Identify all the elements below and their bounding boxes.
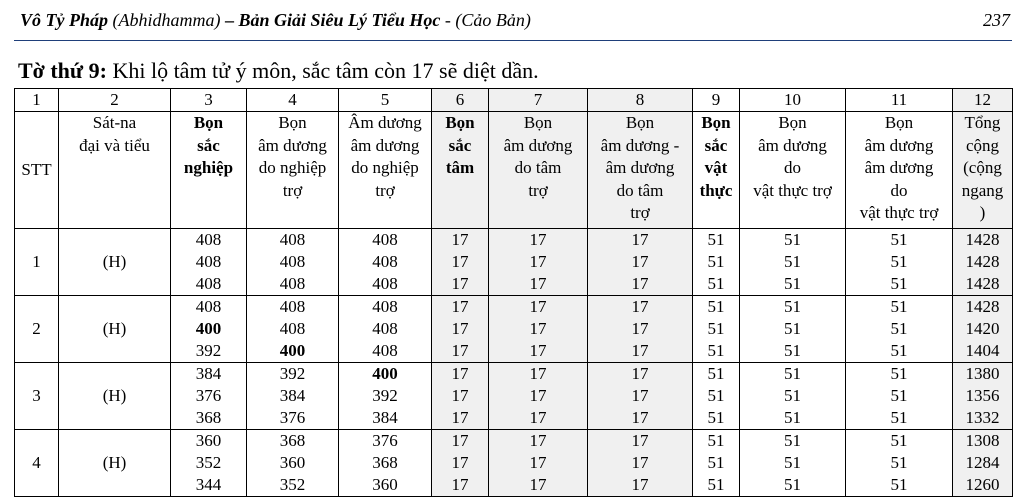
column-number: 4 [247,89,339,112]
value-cell: 408 [247,251,339,273]
stt-cell: 4 [15,430,59,497]
column-label: Bọn âm dương - âm dương do tâm trợ [588,112,693,229]
value-cell: 51 [846,251,953,273]
header-paren: (Abhidhamma) [112,10,221,30]
value-cell: 408 [247,229,339,252]
value-cell: 51 [740,229,846,252]
header-dash: – [224,10,234,30]
value-cell: 17 [432,430,489,453]
value-cell: 51 [846,273,953,296]
value-cell: 17 [432,363,489,386]
value-cell: 51 [693,229,740,252]
value-cell: 51 [693,251,740,273]
value-cell: 51 [693,273,740,296]
value-cell: 17 [588,273,693,296]
column-label: Âm dương âm dương do nghiệp trợ [339,112,432,229]
value-cell: 376 [339,430,432,453]
value-cell: 408 [171,273,247,296]
value-cell: 17 [432,251,489,273]
value-cell: 17 [432,474,489,497]
value-cell: 17 [489,340,588,363]
value-cell: 17 [432,385,489,407]
column-number: 8 [588,89,693,112]
column-label: Bọn âm dương do vật thực trợ [740,112,846,229]
column-number: 9 [693,89,740,112]
value-cell: 51 [693,385,740,407]
value-cell: 360 [247,452,339,474]
value-cell: 51 [846,318,953,340]
value-cell: 408 [339,251,432,273]
stt-cell: 1 [15,229,59,296]
value-cell: 51 [740,273,846,296]
sheet-title-text: Khi lộ tâm tử ý môn, sắc tâm còn 17 sẽ diệt dần. [106,58,539,83]
value-cell: 1260 [953,474,1013,497]
column-label: Bọn âm dương âm dương do vật thực trợ [846,112,953,229]
value-cell: 368 [171,407,247,430]
value-cell: 51 [740,296,846,319]
value-cell: 51 [740,474,846,497]
table-row [15,229,1013,252]
value-cell: 360 [339,474,432,497]
value-cell: 368 [247,430,339,453]
value-cell: 51 [740,318,846,340]
value-cell: 1428 [953,229,1013,252]
value-cell [171,318,247,340]
value-cell: 51 [846,452,953,474]
value-cell: 17 [588,407,693,430]
column-label: Bọn sắc nghiệp [171,112,247,229]
column-number: 6 [432,89,489,112]
value-cell: 17 [588,318,693,340]
column-number: 2 [59,89,171,112]
value-bold: 400 [279,341,306,360]
value-cell: 17 [588,385,693,407]
value-cell: 51 [846,363,953,386]
value-cell: 51 [740,430,846,453]
value-bold: 400 [195,319,222,338]
value-cell: 51 [846,385,953,407]
value-cell: 17 [489,273,588,296]
value-cell: 1428 [953,251,1013,273]
value-cell: 408 [339,296,432,319]
value-cell: 376 [171,385,247,407]
value-cell: 352 [171,452,247,474]
value-cell: 1428 [953,273,1013,296]
value-cell: 17 [489,452,588,474]
value-cell: 17 [432,318,489,340]
value-cell: 17 [588,452,693,474]
value-cell: 1428 [953,296,1013,319]
value-cell: 51 [693,296,740,319]
value-cell [339,363,432,386]
value-cell: 17 [588,430,693,453]
sheet-title-bold: Tờ thứ 9: [18,58,107,83]
value-cell: 368 [339,452,432,474]
value-cell: 408 [339,273,432,296]
running-header [20,10,1010,34]
value-cell: 17 [588,363,693,386]
value-cell: 1420 [953,318,1013,340]
value-cell: 392 [247,363,339,386]
value-cell: 51 [846,430,953,453]
value-cell: 408 [339,340,432,363]
header-book-title: Bản Giải Siêu Lý Tiểu Học [238,10,441,30]
value-cell: 384 [339,407,432,430]
sheet-title [18,58,539,84]
table-row [15,363,1013,386]
value-cell: 51 [693,474,740,497]
value-cell: 1356 [953,385,1013,407]
value-cell [247,340,339,363]
column-number: 3 [171,89,247,112]
sat-na-cell: (H) [59,363,171,430]
value-cell: 17 [588,251,693,273]
value-cell: 51 [846,340,953,363]
table-row [15,430,1013,453]
column-label-row [15,112,1013,229]
value-cell: 17 [489,251,588,273]
column-number: 11 [846,89,953,112]
value-cell: 51 [693,430,740,453]
value-cell: 51 [846,229,953,252]
table-row [15,296,1013,319]
value-cell: 17 [432,273,489,296]
header-rule [14,40,1012,41]
header-draft: - (Cảo Bản) [444,10,531,30]
value-cell: 408 [171,296,247,319]
column-label: Tổng cộng (cộng ngang ) [953,112,1013,229]
value-cell: 17 [432,229,489,252]
column-label: Bọn sắc tâm [432,112,489,229]
value-cell: 408 [171,229,247,252]
value-cell: 17 [588,340,693,363]
value-cell: 51 [693,318,740,340]
value-cell: 17 [489,407,588,430]
sat-na-cell: (H) [59,430,171,497]
stt-cell: 3 [15,363,59,430]
column-number: 10 [740,89,846,112]
value-cell: 17 [432,340,489,363]
value-cell: 384 [171,363,247,386]
value-cell: 17 [489,474,588,497]
value-cell: 392 [339,385,432,407]
value-cell: 1308 [953,430,1013,453]
value-cell: 51 [740,363,846,386]
value-cell: 1332 [953,407,1013,430]
column-label: Bọn âm dương do tâm trợ [489,112,588,229]
header-title [20,10,531,31]
column-label: STT [15,112,59,229]
value-cell: 51 [740,385,846,407]
column-number: 12 [953,89,1013,112]
column-number: 1 [15,89,59,112]
value-cell: 51 [693,452,740,474]
value-cell: 51 [740,452,846,474]
value-cell: 51 [846,296,953,319]
value-cell: 17 [588,296,693,319]
value-cell: 51 [846,474,953,497]
value-cell: 352 [247,474,339,497]
value-cell: 1284 [953,452,1013,474]
sat-na-cell: (H) [59,296,171,363]
value-cell: 51 [740,340,846,363]
value-cell: 51 [693,407,740,430]
value-cell: 51 [740,251,846,273]
data-table [14,88,1013,497]
value-cell: 376 [247,407,339,430]
value-cell: 408 [171,251,247,273]
column-label: Bọn âm dương do nghiệp trợ [247,112,339,229]
column-number: 7 [489,89,588,112]
value-cell: 408 [339,318,432,340]
value-cell: 51 [693,340,740,363]
value-cell: 17 [489,363,588,386]
value-cell: 1404 [953,340,1013,363]
value-cell: 17 [489,430,588,453]
column-number-row [15,89,1013,112]
value-cell: 408 [339,229,432,252]
value-cell: 408 [247,296,339,319]
value-cell: 17 [489,296,588,319]
value-cell: 51 [846,407,953,430]
value-bold: 400 [372,364,398,383]
value-cell: 17 [489,385,588,407]
value-cell: 51 [740,407,846,430]
header-author: Vô Tỷ Pháp [20,10,108,30]
page-number: 237 [983,10,1010,30]
value-cell: 408 [247,318,339,340]
value-cell: 1380 [953,363,1013,386]
value-cell: 17 [432,296,489,319]
value-cell: 17 [588,229,693,252]
column-label: Bọn sắc vật thực [693,112,740,229]
column-label: Sát-na đại và tiểu [59,112,171,229]
value-cell: 392 [171,340,247,363]
value-cell: 344 [171,474,247,497]
value-cell: 51 [693,363,740,386]
value-cell: 17 [432,452,489,474]
column-number: 5 [339,89,432,112]
value-cell: 408 [247,273,339,296]
sat-na-cell: (H) [59,229,171,296]
value-cell: 360 [171,430,247,453]
value-cell: 17 [588,474,693,497]
stt-cell: 2 [15,296,59,363]
value-cell: 17 [432,407,489,430]
value-cell: 17 [489,229,588,252]
value-cell: 384 [247,385,339,407]
value-cell: 17 [489,318,588,340]
